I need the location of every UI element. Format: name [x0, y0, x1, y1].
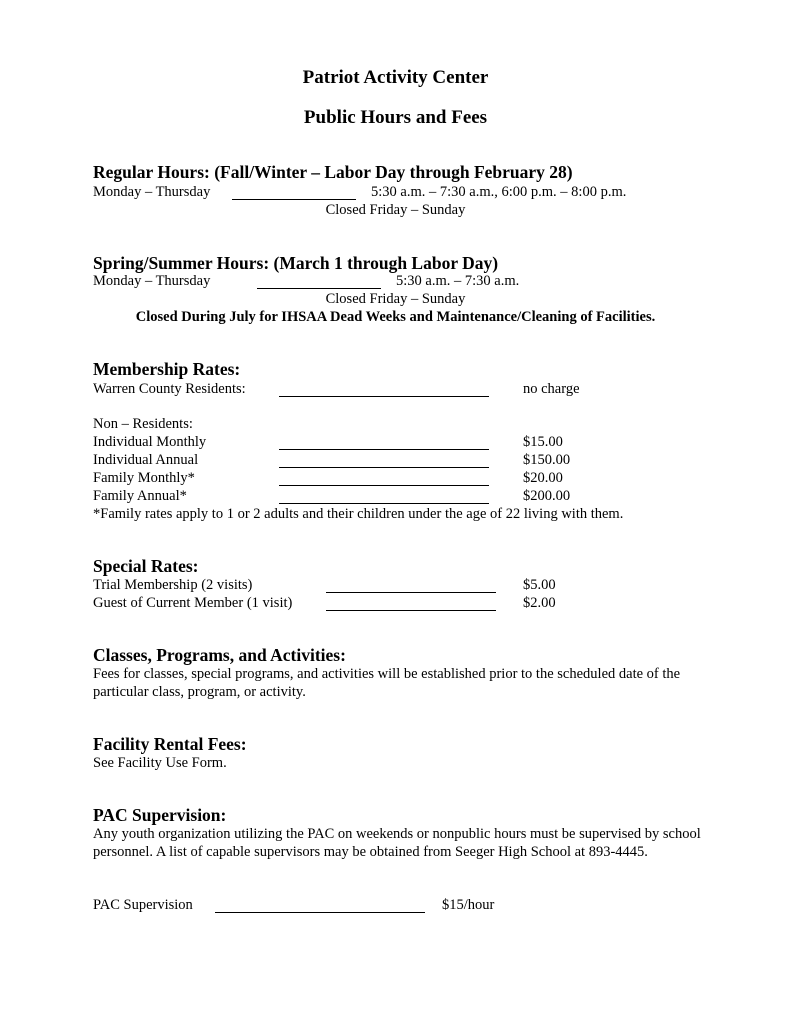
rate-label: Individual Annual: [93, 452, 199, 468]
special-rate-value: $2.00: [523, 595, 556, 611]
leader-line: [279, 485, 489, 486]
rate-label: Family Annual*: [93, 488, 187, 504]
regular-hours-days: Monday – Thursday: [93, 184, 211, 200]
special-rate-label: Trial Membership (2 visits): [93, 577, 253, 593]
family-rate-footnote: *Family rates apply to 1 or 2 adults and their children under the age of 22 living with them.: [93, 506, 624, 522]
leader-line: [326, 610, 496, 611]
leader-line: [257, 288, 381, 289]
leader-line: [279, 503, 489, 504]
special-rate-value: $5.00: [523, 577, 556, 593]
leader-line: [232, 199, 356, 200]
membership-heading: Membership Rates:: [93, 359, 241, 379]
spring-hours-days: Monday – Thursday: [93, 273, 211, 289]
leader-line: [279, 396, 489, 397]
rate-value: $15.00: [523, 434, 563, 450]
classes-text: Fees for classes, special programs, and activities will be established prior to the scheduled date of the particular class, program, or activity.: [93, 666, 681, 700]
rate-label: Family Monthly*: [93, 470, 195, 486]
spring-hours-closed: Closed Friday – Sunday: [325, 291, 466, 307]
supervision-rate-label: PAC Supervision: [93, 897, 193, 913]
rate-value: $20.00: [523, 470, 563, 486]
page-subtitle: Public Hours and Fees: [303, 107, 488, 128]
rate-label: Individual Monthly: [93, 434, 207, 450]
leader-line: [326, 592, 496, 593]
supervision-text: Any youth organization utilizing the PAC on weekends or nonpublic hours must be supervised by school personnel. A list of capable supervisors may be obtained from Seeger High School at 893-4445.: [93, 826, 701, 860]
july-closure-note: Closed During July for IHSAA Dead Weeks and Maintenance/Cleaning of Facilities.: [135, 309, 656, 325]
regular-hours-times: 5:30 a.m. – 7:30 a.m., 6:00 p.m. – 8:00 p.m.: [371, 184, 627, 200]
special-rates-heading: Special Rates:: [93, 556, 199, 576]
spring-hours-times: 5:30 a.m. – 7:30 a.m.: [396, 273, 520, 289]
supervision-rate-value: $15/hour: [442, 897, 495, 913]
leader-line: [279, 467, 489, 468]
leader-line: [215, 912, 425, 913]
rental-heading: Facility Rental Fees:: [93, 734, 247, 754]
regular-hours-heading: Regular Hours: (Fall/Winter – Labor Day through February 28): [93, 162, 573, 182]
rental-text: See Facility Use Form.: [93, 755, 227, 771]
leader-line: [279, 449, 489, 450]
regular-hours-closed: Closed Friday – Sunday: [325, 202, 466, 218]
rate-value: $200.00: [523, 488, 571, 504]
page-title: Patriot Activity Center: [302, 67, 489, 88]
nonresidents-label: Non – Residents:: [93, 416, 193, 432]
residents-label: Warren County Residents:: [93, 381, 246, 397]
classes-heading: Classes, Programs, and Activities:: [93, 645, 346, 665]
supervision-heading: PAC Supervision:: [93, 805, 227, 825]
spring-hours-heading: Spring/Summer Hours: (March 1 through Labor Day): [93, 253, 499, 273]
residents-value: no charge: [523, 381, 580, 397]
special-rate-label: Guest of Current Member (1 visit): [93, 595, 293, 611]
rate-value: $150.00: [523, 452, 571, 468]
